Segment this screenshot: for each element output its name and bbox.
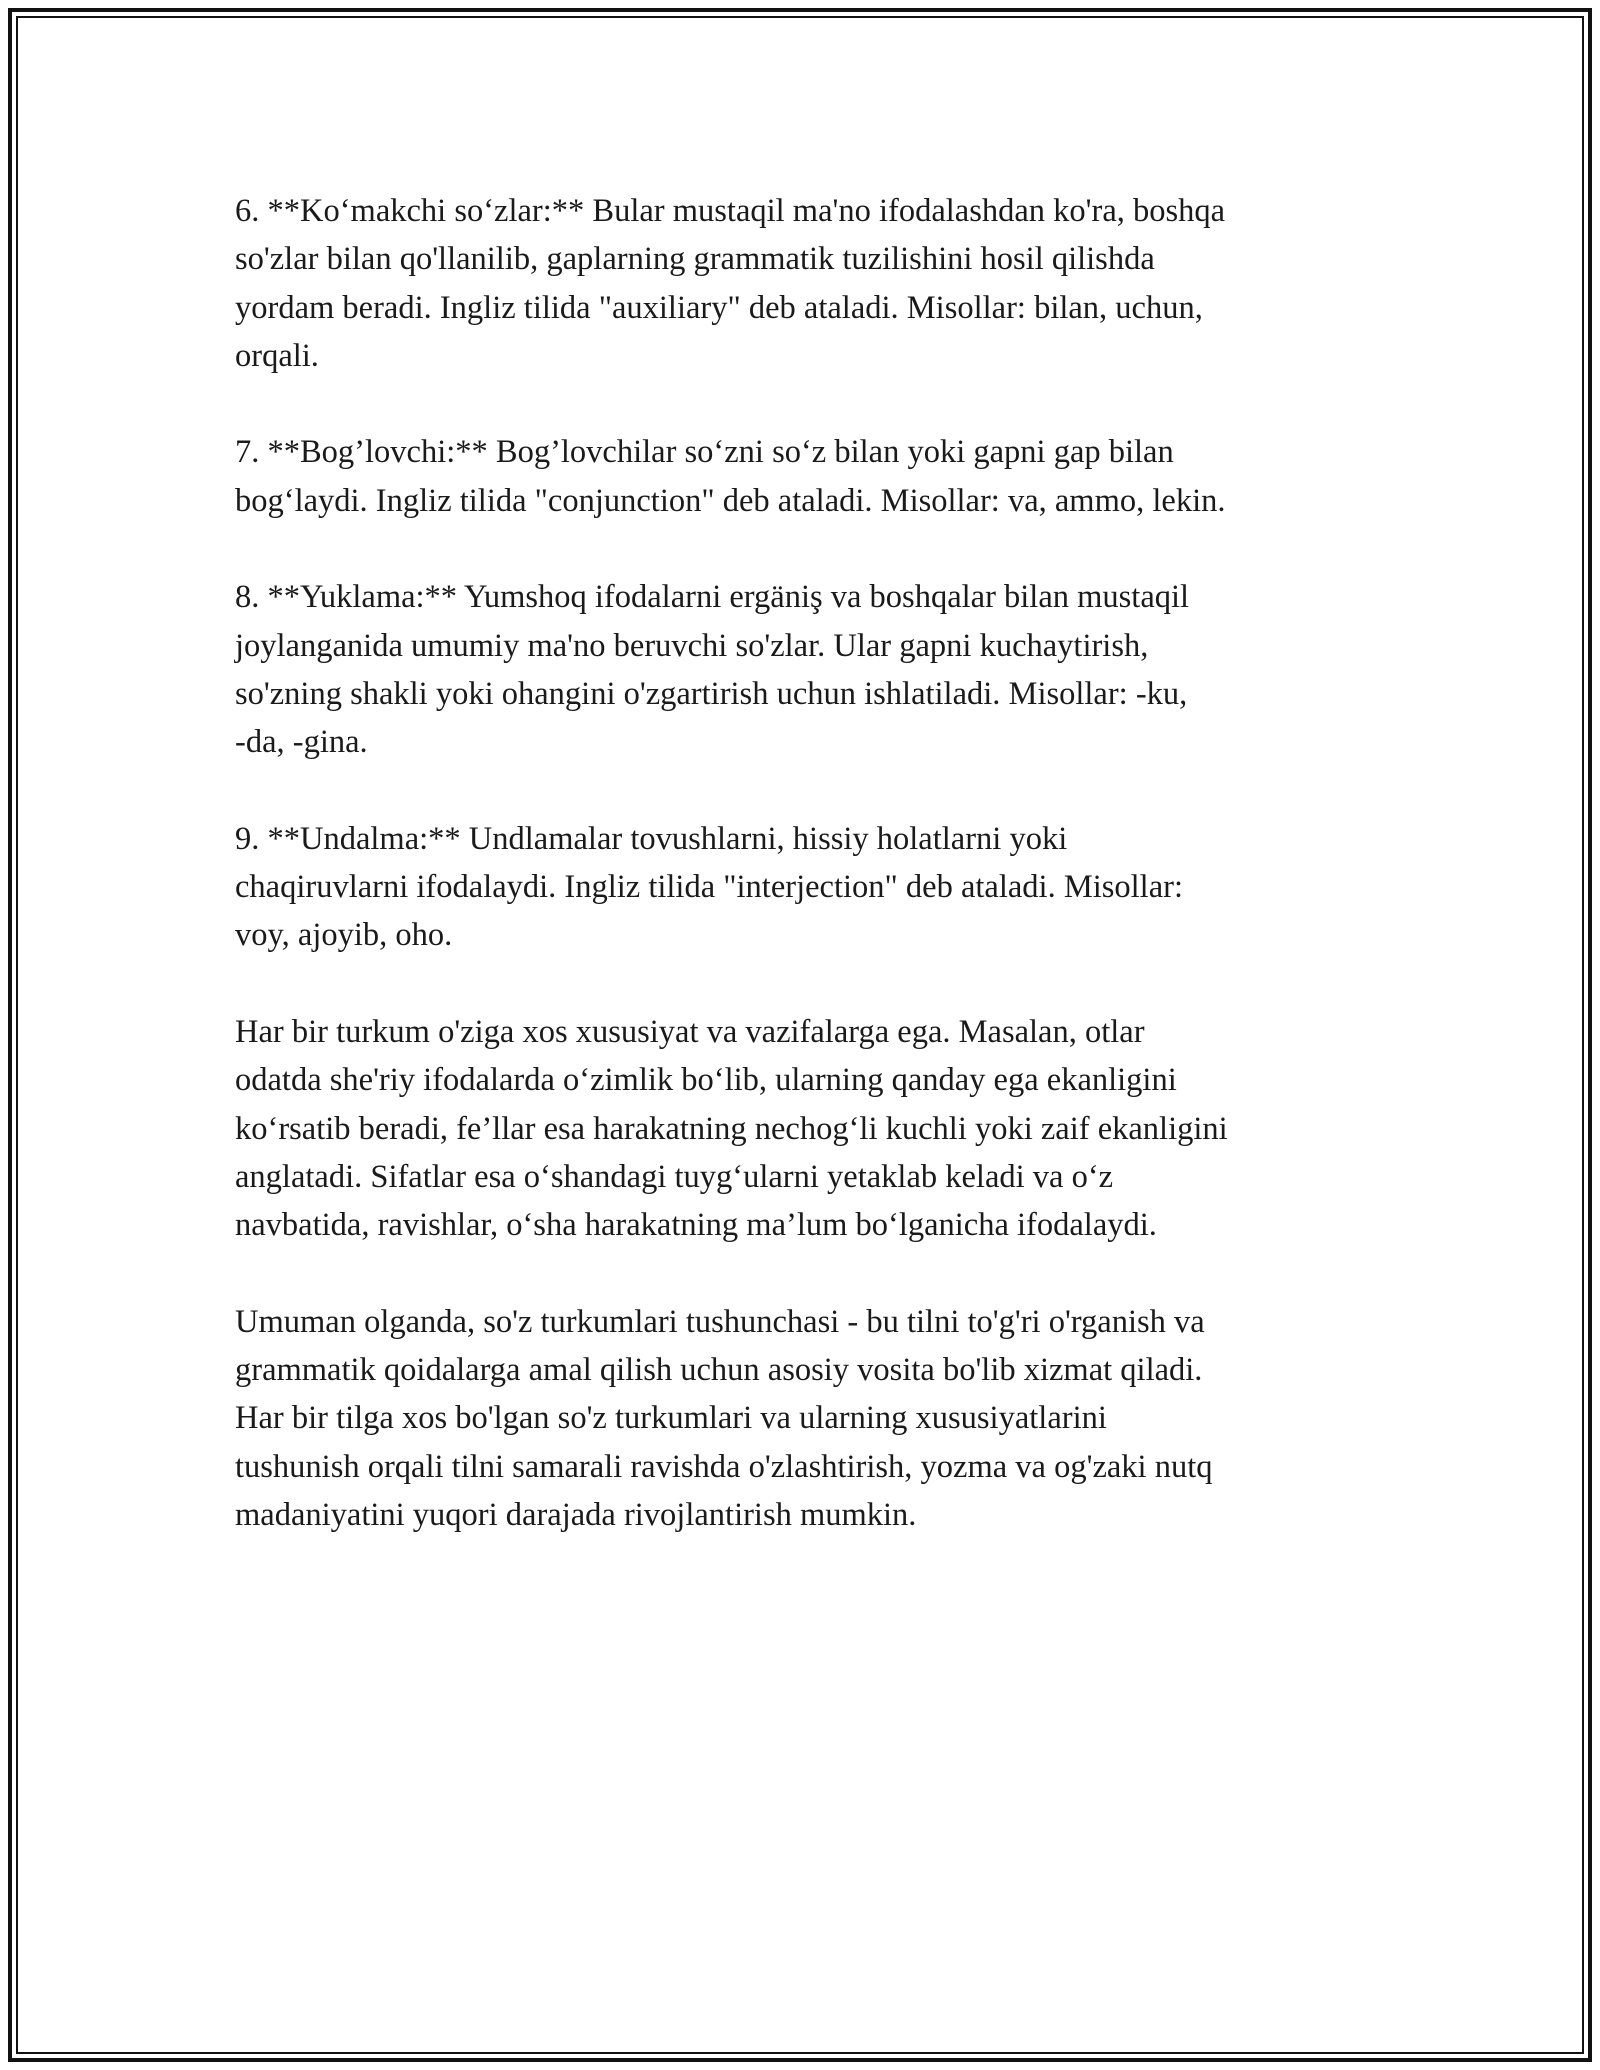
paragraph-undalma: 9. **Undalma:** Undlamalar tovushlarni, hissiy holatlarni yoki chaqiruvlarni ifodalaydi. Ingliz tilida "interjection" deb ataladi. Misollar: voy, ajoyib, oho. — [235, 820, 1183, 954]
paragraph-komakchi: 6. **Ko‘makchi so‘zlar:** Bular mustaqil ma'no ifodalashdan ko'ra, boshqa so'zlar bilan qo'llanilib, gaplarning grammatik tuzilishini hosil qilishda yordam beradi. Ingliz tilida "auxiliary" deb ataladi. Misollar: bilan, uchun, orqali. — [235, 193, 1226, 374]
paragraph-boglovchi: 7. **Bog’lovchi:** Bog’lovchilar so‘zni so‘z bilan yoki gapni gap bilan bog‘laydi. Ingliz tilida "conjunction" deb ataladi. Misollar: va, ammo, lekin. — [235, 434, 1226, 519]
document-body — [235, 187, 1365, 1539]
paragraph-yuklama: 8. **Yuklama:** Yumshoq ifodalarni ergäniş va boshqalar bilan mustaqil joylanganida umumiy ma'no beruvchi so'zlar. Ular gapni kuchaytirish, so'zning shakli yoki ohangini o'zgartirish uchun ishlatiladi. Misollar: -ku, -da, -gina. — [235, 579, 1190, 761]
paragraph-xulosa: Umuman olganda, so'z turkumlari tushunchasi - bu tilni to'g'ri o'rganish va grammatik qoidalarga amal qilish uchun asosiy vosita bo'lib xizmat qiladi. Har bir tilga xos bo'lgan so'z turkumlari va ularning xususiyatlarini tushunish orqali tilni samarali ravishda o'zlashtirish, yozma va og'zaki nutq madaniyatini yuqori darajada rivojlantirish mumkin. — [235, 1303, 1213, 1534]
paragraph-turkum-xususiyati: Har bir turkum o'ziga xos xususiyat va vazifalarga ega. Masalan, otlar odatda she'riy ifodalarda o‘zimlik bo‘lib, ularning qanday ega ekanligini ko‘rsatib beradi, fe’llar esa harakatning nechog‘li kuchli yoki zaif ekanligini anglatadi. Sifatlar esa o‘shandagi tuyg‘ularni yetaklab keladi va o‘z navbatida, ravishlar, o‘sha harakatning ma’lum bo‘lganicha ifodalaydi. — [235, 1014, 1228, 1244]
